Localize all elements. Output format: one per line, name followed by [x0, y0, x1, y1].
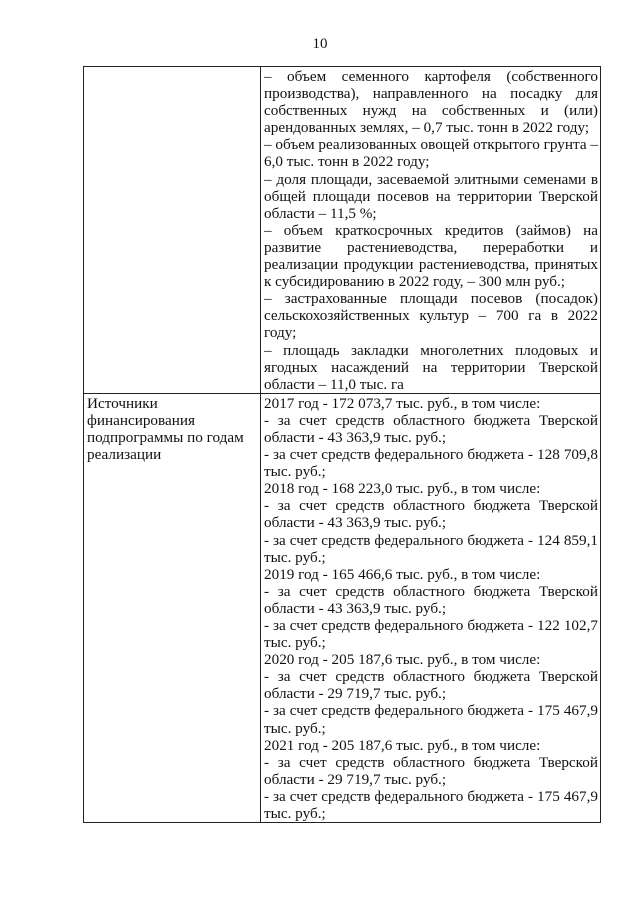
funding-2019-total: 2019 год - 165 466,6 тыс. руб., в том числе:: [264, 565, 541, 583]
funding-2017-federal: - за счет средств федерального бюджета - 128 709,8 тыс. руб.;: [264, 446, 598, 481]
row-label-empty: [84, 67, 261, 394]
funding-2020-regional: - за счет средств областного бюджета Тверской области - 29 719,7 тыс. руб.;: [264, 668, 598, 703]
funding-2017-total: 2017 год - 172 073,7 тыс. руб., в том числе:: [264, 394, 541, 412]
funding-2018-total: 2018 год - 168 223,0 тыс. руб., в том числе:: [264, 480, 541, 498]
indicator-seed-potatoes: – объем семенного картофеля (собственного производства), направленного на посадку для собственных нужд на собственных и (или) арендованных землях, – 0,7 тыс. тонн в 2022 году;: [264, 68, 598, 137]
funding-2021-regional: - за счет средств областного бюджета Тверской области - 29 719,7 тыс. руб.;: [264, 753, 598, 788]
funding-2021-total: 2021 год - 205 187,6 тыс. руб., в том числе:: [264, 736, 541, 754]
indicator-insured-areas: – застрахованные площади посевов (посадок) сельскохозяйственных культур – 700 га в 2022 году;: [264, 290, 598, 342]
page-number: 10: [312, 36, 328, 52]
funding-2019-regional: - за счет средств областного бюджета Тверской области - 43 363,9 тыс. руб.;: [264, 582, 598, 617]
funding-2017-regional: - за счет средств областного бюджета Тверской области - 43 363,9 тыс. руб.;: [264, 411, 598, 446]
funding-2019-federal: - за счет средств федерального бюджета - 122 102,7 тыс. руб.;: [264, 617, 598, 652]
funding-cell: [261, 393, 601, 822]
indicator-elite-seeds: – доля площади, засеваемой элитными семенами в общей площади посевов на территории Тверской области – 11,5 %;: [264, 170, 598, 222]
subprogram-passport-table: [83, 66, 601, 823]
indicator-perennial-plantings: – площадь закладки многолетних плодовых и ягодных насаждений на территории Тверской области – 11,0 тыс. га: [264, 341, 598, 393]
table-row-funding: [84, 393, 601, 822]
funding-2018-regional: - за счет средств областного бюджета Тверской области - 43 363,9 тыс. руб.;: [264, 497, 598, 532]
funding-2020-total: 2020 год - 205 187,6 тыс. руб., в том числе:: [264, 651, 541, 669]
row-label-funding-sources: Источники финансирования подпрограммы по годам реализации: [84, 393, 261, 822]
funding-2021-federal: - за счет средств федерального бюджета - 175 467,9 тыс. руб.;: [264, 787, 598, 823]
table-row-indicators: [84, 67, 601, 394]
indicator-short-term-credits: – объем краткосрочных кредитов (займов) на развитие растениеводства, переработки и реализации продукции растениеводства, принятых к субсидированию в 2022 году, – 300 млн руб.;: [264, 221, 598, 291]
indicators-cell: [261, 67, 601, 394]
funding-2020-federal: - за счет средств федерального бюджета - 175 467,9 тыс. руб.;: [264, 702, 598, 737]
funding-2018-federal: - за счет средств федерального бюджета - 124 859,1 тыс. руб.;: [264, 531, 598, 566]
indicator-vegetables: – объем реализованных овощей открытого грунта – 6,0 тыс. тонн в 2022 году;: [264, 136, 598, 171]
